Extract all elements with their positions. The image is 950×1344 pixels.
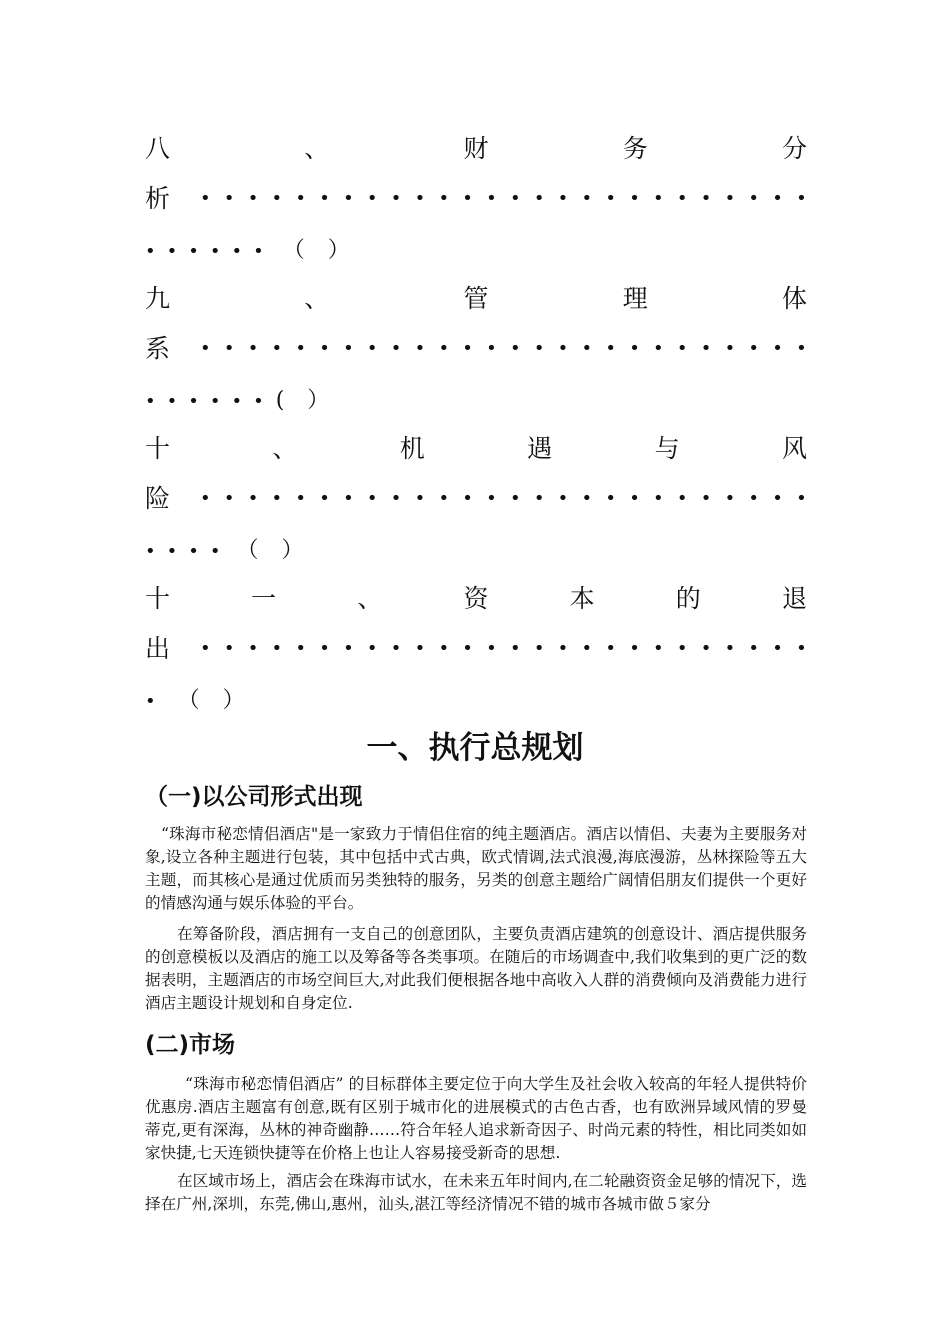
dot-leader: • • • • • • • • • • • • • • • • • • • • • • • • • • bbox=[200, 488, 807, 509]
toc-char: 一 bbox=[251, 584, 277, 613]
paragraph: 在区域市场上，酒店会在珠海市试水，在未来五年时间内,在二轮融资资金足够的情况下，选择在广州,深圳，东莞,佛山,惠州，汕头,湛江等经济情况不错的城市各城市做５家分 bbox=[145, 1172, 807, 1213]
toc-char: 、 bbox=[304, 134, 330, 163]
toc-char: 、 bbox=[272, 434, 298, 463]
paragraph: 在筹备阶段，酒店拥有一支自己的创意团队，主要负责酒店建筑的创意设计、酒店提供服务的创意模板以及酒店的施工以及筹备等各类事项。在随后的市场调查中,我们收集到的更广泛的数据表明，主题酒店的市场空间巨大,对此我们便根据各地中高收入人群的消费倾向及消费能力进行酒店主题设计规划和自身定位. bbox=[145, 925, 807, 1012]
dot-leader: • • • • • • • • • • • • • • • • • • • • • • • • • • bbox=[200, 188, 807, 209]
toc-char: 管 bbox=[463, 284, 489, 313]
toc-char: 本 bbox=[569, 584, 595, 613]
toc-entry-9-page: • • • • • • ( ） bbox=[145, 388, 338, 413]
toc-char: 风 bbox=[781, 434, 807, 463]
toc-char: 九 bbox=[145, 284, 171, 313]
toc-entry-8-title bbox=[145, 134, 807, 164]
page-number-placeholder: （ ） bbox=[236, 538, 312, 563]
subsection-title-1: （一)以公司形式出现 bbox=[145, 784, 363, 810]
toc-entry-9-title bbox=[145, 284, 807, 314]
toc-char: 务 bbox=[622, 134, 648, 163]
dot-leader: • • • • • • • • • • • • • • • • • • • • • • • • • • bbox=[200, 338, 807, 359]
toc-entry-11-leader bbox=[145, 634, 807, 664]
toc-char: 退 bbox=[781, 584, 807, 613]
toc-char: 十 bbox=[145, 434, 171, 463]
toc-entry-10-title bbox=[145, 434, 807, 464]
toc-entry-10-page: • • • • （ ） bbox=[145, 538, 312, 563]
toc-lead-char: 险 bbox=[145, 484, 171, 513]
toc-entry-8-page: • • • • • • （ ） bbox=[145, 238, 358, 263]
toc-lead-char: 系 bbox=[145, 334, 171, 363]
toc-char: 理 bbox=[622, 284, 648, 313]
toc-entry-10-leader bbox=[145, 484, 807, 514]
toc-char: 资 bbox=[463, 584, 489, 613]
page-number-placeholder: （ ） bbox=[177, 688, 253, 713]
page-number-placeholder: ( ） bbox=[275, 388, 338, 413]
section-title: 一、执行总规划 bbox=[366, 730, 584, 766]
toc-char: 财 bbox=[463, 134, 489, 163]
page-number-placeholder: （ ） bbox=[282, 238, 358, 263]
toc-entry-8-leader bbox=[145, 184, 807, 214]
paragraph: “珠海市秘恋情侣酒店"是一家致力于情侣住宿的纯主题酒店。酒店以情侣、夫妻为主要服务对象,设立各种主题进行包装，其中包括中式古典，欧式情调,法式浪漫,海底漫游，丛林探险等五大主题，而其核心是通过优质而另类独特的服务，另类的创意主题给广阔情侣朋友们提供一个更好的情感沟通与娱乐体验的平台。 bbox=[145, 825, 807, 912]
toc-lead-char: 出 bbox=[145, 634, 171, 663]
toc-lead-char: 析 bbox=[145, 184, 171, 213]
toc-char: 遇 bbox=[527, 434, 553, 463]
toc-char: 机 bbox=[399, 434, 425, 463]
subsection-title-2: (二)市场 bbox=[145, 1032, 236, 1058]
toc-char: 的 bbox=[675, 584, 701, 613]
toc-char: 、 bbox=[357, 584, 383, 613]
toc-entry-9-leader bbox=[145, 334, 807, 364]
toc-char: 分 bbox=[781, 134, 807, 163]
toc-entry-11-page: • （ ） bbox=[145, 688, 253, 713]
toc-char: 体 bbox=[781, 284, 807, 313]
toc-char: 八 bbox=[145, 134, 171, 163]
paragraph: “珠海市秘恋情侣酒店” 的目标群体主要定位于向大学生及社会收入较高的年轻人提供特价优惠房.酒店主题富有创意,既有区别于城市化的进展模式的古色古香，也有欧洲异域风情的罗曼蒂克,更有深海，丛林的神奇幽静……符合年轻人追求新奇因子、时尚元素的特性，相比同类如如家快捷,七天连锁快捷等在价格上也让人容易接受新奇的思想. bbox=[145, 1075, 807, 1162]
dot-leader: • • • • • • • • • • • • • • • • • • • • • • • • • • bbox=[200, 638, 807, 659]
toc-char: 、 bbox=[304, 284, 330, 313]
toc-entry-11-title bbox=[145, 584, 807, 614]
toc-char: 十 bbox=[145, 584, 171, 613]
toc-char: 与 bbox=[654, 434, 680, 463]
